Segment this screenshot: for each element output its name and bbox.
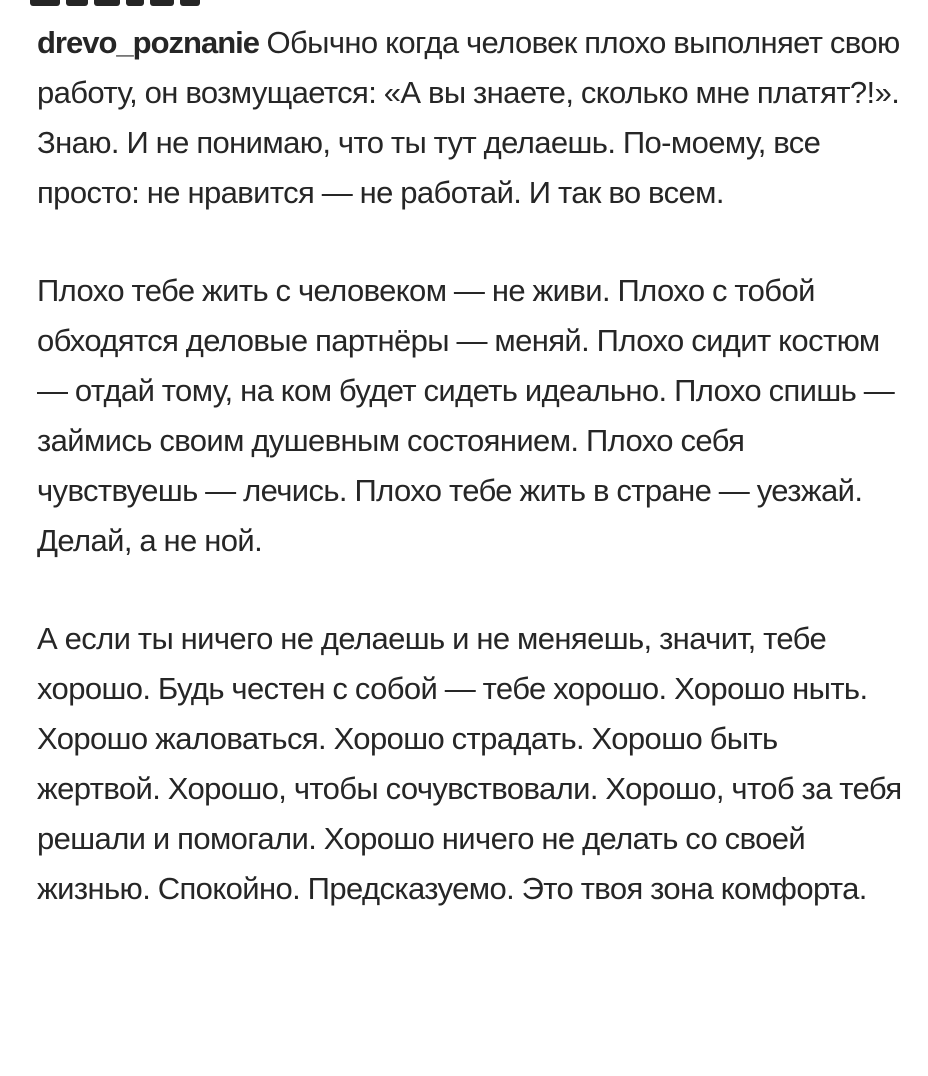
username-link[interactable]: drevo_poznanie [37,25,259,60]
cropped-glyph [94,0,120,6]
cropped-glyph [150,0,174,6]
caption-paragraph [37,18,907,218]
cropped-glyph [180,0,200,6]
cropped-glyph [126,0,144,6]
post-caption [37,18,907,914]
caption-text: Обычно когда человек плохо выполняет свою работу, он возмущается: «А вы знаете, сколько мне платят?!». Знаю. И не понимаю, что ты тут делаешь. По-моему, все просто: не нравится — не работай. И так во всем. [37,25,900,210]
cropped-previous-line [30,0,280,6]
caption-paragraph: А если ты ничего не делаешь и не меняешь, значит, тебе хорошо. Будь честен с собой — тебе хорошо. Хорошо ныть. Хорошо жаловаться. Хорошо страдать. Хорошо быть жертвой. Хорошо, чтобы сочувствовали. Хорошо, чтоб за тебя решали и помогали. Хорошо ничего не делать со своей жизнью. Спокойно. Предсказуемо. Это твоя зона комфорта. [37,621,902,906]
caption-paragraph: Плохо тебе жить с человеком — не живи. Плохо с тобой обходятся деловые партнёры — меняй. Плохо сидит костюм — отдай тому, на ком будет сидеть идеально. Плохо спишь — займись своим душевным состоянием. Плохо себя чувствуешь — лечись. Плохо тебе жить в стране — уезжай. Делай, а не ной. [37,273,895,558]
cropped-glyph [30,0,60,6]
cropped-glyph [66,0,88,6]
